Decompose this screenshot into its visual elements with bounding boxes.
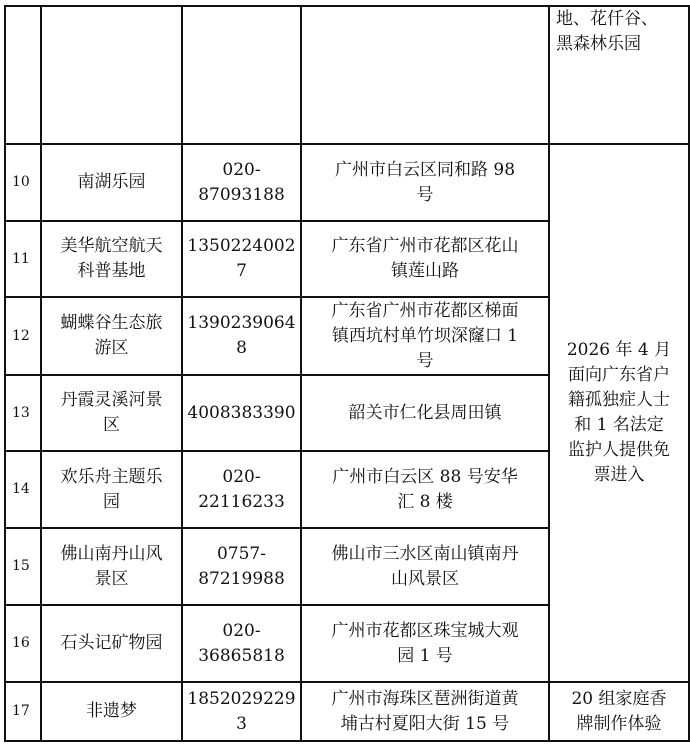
benefit-cell-line: 票进入 xyxy=(593,465,645,485)
name-cell xyxy=(41,682,182,741)
benefit-cell-line: 2026 年 4 月 xyxy=(566,340,672,360)
address-cell xyxy=(301,682,549,741)
phone-cell-line: 1852029229 xyxy=(187,688,296,709)
address-cell xyxy=(301,375,549,451)
number-cell: 14 xyxy=(5,451,41,528)
phone-cell xyxy=(182,221,301,297)
address-cell-line: 埔古村夏阳大街 15 号 xyxy=(340,713,510,734)
address-cell-line: 山风景区 xyxy=(391,568,459,589)
phone-cell xyxy=(182,144,301,221)
table-row xyxy=(5,682,689,741)
phone-cell-line: 8 xyxy=(236,338,247,358)
phone-cell-line: 3 xyxy=(236,713,247,734)
phone-cell-line: 22116233 xyxy=(198,491,285,512)
address-cell-line: 园 1 号 xyxy=(397,645,453,666)
number-cell: 12 xyxy=(5,297,41,375)
name-cell-line: 丹霞灵溪河景 xyxy=(60,390,163,410)
benefit-cell xyxy=(549,144,689,682)
name-cell-line: 蝴蝶谷生态旅 xyxy=(60,313,163,333)
phone-cell-line: 1390239064 xyxy=(187,313,296,333)
name-cell-line: 美华航空航天 xyxy=(60,236,163,256)
name-cell-line: 南湖乐园 xyxy=(77,172,146,192)
phone-cell-line: 0757- xyxy=(216,543,266,564)
benefit-cell xyxy=(549,682,689,741)
address-cell-line: 韶关市仁化县周田镇 xyxy=(348,402,502,423)
name-cell-line: 佛山南丹山风 xyxy=(60,543,163,564)
name-cell xyxy=(41,528,182,605)
name-cell xyxy=(41,144,182,221)
name-cell xyxy=(41,6,182,144)
phone-cell-line: 36865818 xyxy=(198,645,285,666)
name-cell xyxy=(41,375,182,451)
name-cell-line: 石头记矿物园 xyxy=(60,633,163,653)
name-cell-line: 非遗梦 xyxy=(86,701,137,721)
address-cell xyxy=(301,605,549,682)
address-cell-line: 广州市白云区 88 号安华 xyxy=(332,466,518,487)
venue-table xyxy=(4,5,690,742)
phone-cell-line: 7 xyxy=(236,261,247,281)
name-cell-line: 景区 xyxy=(94,568,129,589)
phone-cell xyxy=(182,451,301,528)
address-cell-line: 镇莲山路 xyxy=(391,261,459,281)
benefit-cell-line: 地、花仟谷、 xyxy=(556,9,658,29)
phone-cell-line: 020- xyxy=(222,466,261,487)
benefit-cell xyxy=(549,6,689,144)
name-cell xyxy=(41,297,182,375)
phone-cell-line: 87093188 xyxy=(198,184,285,205)
number-cell: 16 xyxy=(5,605,41,682)
number-cell xyxy=(5,6,41,144)
number-cell: 13 xyxy=(5,375,41,451)
address-cell-line: 广州市白云区同和路 98 xyxy=(334,159,516,180)
number-cell: 11 xyxy=(5,221,41,297)
benefit-cell-line: 牌制作体验 xyxy=(576,713,662,734)
phone-cell xyxy=(182,375,301,451)
address-cell xyxy=(301,451,549,528)
phone-cell xyxy=(182,6,301,144)
table-row xyxy=(5,6,689,144)
phone-cell xyxy=(182,605,301,682)
number-cell: 10 xyxy=(5,144,41,221)
benefit-cell-line: 黑森林乐园 xyxy=(556,34,641,54)
phone-cell-line: 4008383390 xyxy=(187,402,296,423)
address-cell xyxy=(301,6,549,144)
name-cell-line: 欢乐舟主题乐 xyxy=(60,466,163,487)
name-cell xyxy=(41,605,182,682)
name-cell-line: 科普基地 xyxy=(77,261,146,281)
address-cell-line: 镇西坑村单竹坝深窿口 1 xyxy=(331,325,519,346)
address-cell-line: 佛山市三水区南山镇南丹 xyxy=(331,543,519,564)
phone-cell-line: 87219988 xyxy=(198,568,285,589)
benefit-cell-line: 籍孤独症人士 xyxy=(568,390,670,410)
address-cell xyxy=(301,297,549,375)
phone-cell xyxy=(182,297,301,375)
address-cell-line: 广州市海珠区琶洲街道黄 xyxy=(331,688,519,709)
number-cell: 15 xyxy=(5,528,41,605)
phone-cell-line: 1350224002 xyxy=(187,236,296,256)
address-cell-line: 广州市花都区珠宝城大观 xyxy=(331,620,519,641)
address-cell-line: 广东省广州市花都区梯面 xyxy=(331,300,519,321)
benefit-cell-line: 监护人提供免 xyxy=(568,440,670,460)
address-cell xyxy=(301,528,549,605)
address-cell-line: 号 xyxy=(416,350,434,371)
address-cell-line: 汇 8 楼 xyxy=(397,491,453,512)
phone-cell xyxy=(182,682,301,741)
name-cell xyxy=(41,221,182,297)
address-cell xyxy=(301,144,549,221)
benefit-cell-line: 20 组家庭香 xyxy=(571,688,667,709)
number-cell: 17 xyxy=(5,682,41,741)
benefit-cell-line: 面向广东省户 xyxy=(568,365,670,385)
name-cell-line: 园 xyxy=(103,491,120,512)
phone-cell-line: 020- xyxy=(222,620,261,641)
benefit-cell-line: 和 1 名法定 xyxy=(574,415,664,435)
phone-cell xyxy=(182,528,301,605)
table-row xyxy=(5,144,689,221)
name-cell-line: 区 xyxy=(103,415,120,435)
name-cell-line: 游区 xyxy=(94,338,129,358)
name-cell xyxy=(41,451,182,528)
address-cell-line: 广东省广州市花都区花山 xyxy=(331,236,519,256)
address-cell-line: 号 xyxy=(416,184,434,205)
phone-cell-line: 020- xyxy=(222,159,261,180)
address-cell xyxy=(301,221,549,297)
